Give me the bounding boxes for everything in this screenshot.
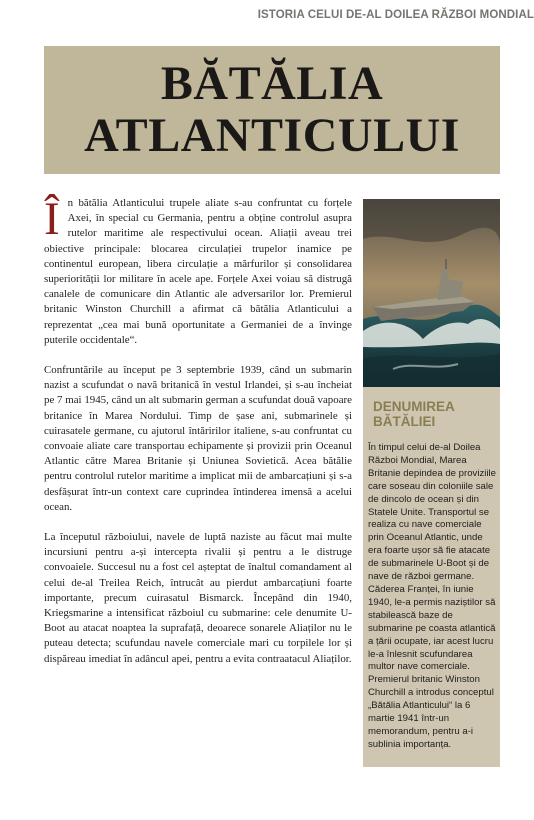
article-paragraph-2: Confruntările au început pe 3 septembrie 1939, când un submarin nazist a scufundat o navă britanică în vestul Irlandei, și s-au încheiat pe 7 mai 1945, când un alt submarin german a scufundat două vapoare britanice în Marea Nordului. Timp de șase ani, submarinele și cuirasatele germane, cu ajutorul întăririlor italiene, s-au confruntat cu convoaie aliate care transportau echipamente și provizii prin Oceanul Atlantic către Marea Britanie și Uniunea Sovietică. Acea bătălie pentru controlul rutelor maritime a implicat mii de ambarcațiuni și s-a desfășurat într-un context care cuprindea întinderea imensă a acelui ocean. (44, 364, 352, 513)
article-paragraph-1-text: n bătălia Atlanticului trupele aliate s-au confruntat cu forțele Axei, în special cu Germania, pentru a obține controlul asupra rutelor maritime ale respectivului ocean. Aliații aveau trei obiective principale: blocarea circulației trupelor inamice pe continentul european, libera circulație a mărfurilor și consolidarea superiorității lor militare în acele ape. Forțele Axei voiau să distrugă canalele de comunicare din Atlantic ale adversarilor lor. Premierul britanic Winston Churchill a afirmat că bătălia Atlanticului a reprezentat „cea mai bună oportunitate a Germaniei de a învinge puterile occidentale“. (44, 197, 352, 346)
page-title-line-1: BĂTĂLIA (160, 57, 384, 110)
article-paragraph-1 (44, 193, 352, 348)
page-title-line-2: ATLANTICULUI (84, 109, 460, 162)
sidebar-heading-line-1: DENUMIREA (373, 399, 455, 414)
drop-cap: Î (44, 193, 60, 245)
article-paragraph-3: La începutul războiului, navele de luptă naziste au făcut mai multe incursiuni pentru a-și intercepta rivalii și pentru a le distruge convoaiele. Succesul nu a fost cel așteptat de înaltul comandament al celui de-al Treilea Reich, întrucât au pierdut ambarcațiuni foarte importante, precum cuirasatul Bismarck. Începând din 1940, Kriegsmarine a intensificat războiul cu submarine: cele denumite U-Boot au atacat noaptea la suprafață, deoarece sonarele Aliaților nu le puteau detecta; scufundau navele comerciale mari cu torpilele lor și dispăreau imediat în adâncul apei, pentru a evita contraatacul Aliaților. (44, 531, 352, 665)
sidebar-box (363, 199, 500, 767)
title-band (44, 46, 500, 174)
submarine-illustration (363, 199, 500, 387)
sidebar-text: În timpul celui de-al Doilea Război Mondial, Marea Britanie depindea de proviziile care soseau din coloniile sale de dincolo de ocean și din Statele Unite. Transportul se realiza cu nave comerciale prin Oceanul Atlantic, unde era foarte ușor să fie atacate de submarinele U-Boot și de nave de război germane. Căderea Franței, în iunie 1940, le-a permis naziștilor să stabilească baze de submarine pe coasta atlantică a țării ocupate, iar acest lucru le-a înlesnit scufundarea multor nave comerciale. Premierul britanic Winston Churchill a introdus conceptul „Bătălia Atlanticului“ la 6 martie 1941 într-un memorandum, pentru a-i sublinia importanța. (368, 442, 496, 750)
running-title: ISTORIA CELUI DE-AL DOILEA RĂZBOI MONDIAL (257, 9, 534, 21)
submarine-painting-icon (363, 199, 500, 387)
sidebar-heading-line-2: BĂTĂLIEI (373, 414, 436, 429)
sidebar-heading (373, 399, 493, 429)
article-body (44, 193, 352, 682)
